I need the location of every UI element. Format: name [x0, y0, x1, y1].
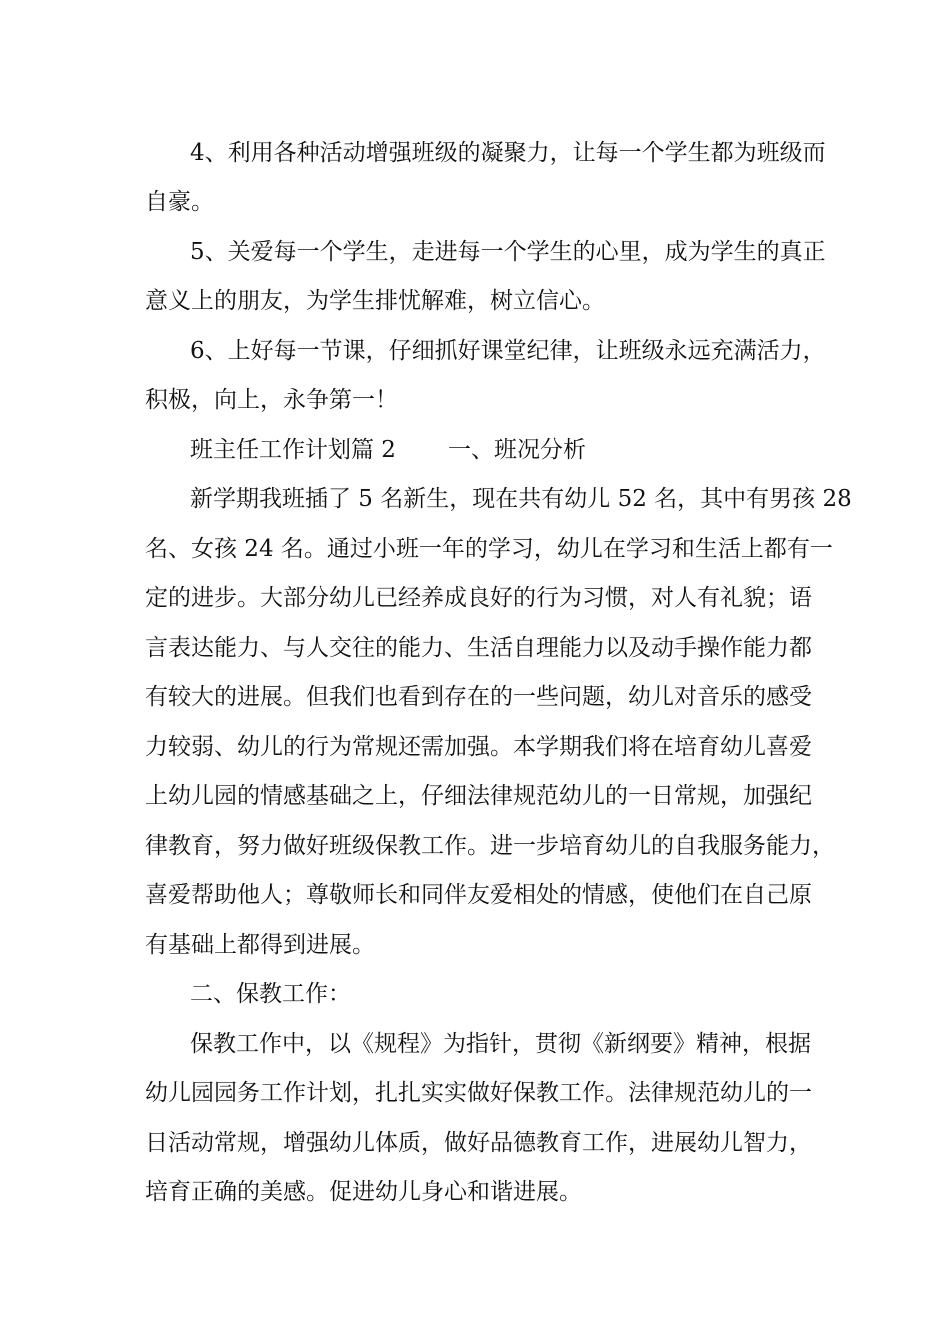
paragraph-item-6-line-2: 积极，向上，永争第一！ — [145, 387, 398, 413]
section-title-line — [190, 435, 586, 465]
paragraph-item-5-line-2: 意义上的朋友，为学生排忧解难，树立信心。 — [145, 288, 605, 314]
class-analysis-line-8: 律教育，努力做好班级保教工作。进一步培育幼儿的自我服务能力， — [145, 833, 835, 859]
class-analysis-line-10: 有基础上都得到进展。 — [145, 932, 375, 958]
paragraph-item-5-line-1: 5、关爱每一个学生，走进每一个学生的心里，成为学生的真正 — [190, 239, 826, 265]
paragraph-item-6-line-1: 6、上好每一节课，仔细抓好课堂纪律，让班级永远充满活力， — [190, 338, 826, 364]
care-education-line-2: 幼儿园园务工作计划，扎扎实实做好保教工作。法律规范幼儿的一 — [145, 1080, 812, 1106]
class-analysis-line-1: 新学期我班插了 5 名新生，现在共有幼儿 52 名，其中有男孩 28 — [190, 486, 852, 512]
class-analysis-line-4: 言表达能力、与人交往的能力、生活自理能力以及动手操作能力都 — [145, 635, 812, 661]
section-heading: 一、班况分析 — [447, 437, 586, 463]
paragraph-item-4-line-1: 4、利用各种活动增强班级的凝聚力，让每一个学生都为班级而 — [190, 140, 826, 166]
class-analysis-line-6: 力较弱、幼儿的行为常规还需加强。本学期我们将在培育幼儿喜爱 — [145, 734, 812, 760]
class-analysis-line-3: 定的进步。大部分幼儿已经养成良好的行为习惯，对人有礼貌；语 — [145, 585, 812, 611]
section-title: 班主任工作计划篇 2 — [190, 437, 396, 463]
class-analysis-line-9: 喜爱帮助他人；尊敬师长和同伴友爱相处的情感，使他们在自己原 — [145, 882, 812, 908]
class-analysis-line-2: 名、女孩 24 名。通过小班一年的学习，幼儿在学习和生活上都有一 — [145, 536, 833, 562]
class-analysis-line-5: 有较大的进展。但我们也看到存在的一些问题，幼儿对音乐的感受 — [145, 684, 812, 710]
care-education-line-4: 培育正确的美感。促进幼儿身心和谐进展。 — [145, 1179, 582, 1205]
care-education-line-1: 保教工作中，以《规程》为指针，贯彻《新纲要》精神，根据 — [190, 1031, 811, 1057]
paragraph-item-4-line-2: 自豪。 — [145, 189, 214, 215]
class-analysis-line-7: 上幼儿园的情感基础之上，仔细法律规范幼儿的一日常规，加强纪 — [145, 783, 812, 809]
care-education-line-3: 日活动常规，增强幼儿体质，做好品德教育工作，进展幼儿智力， — [145, 1130, 812, 1156]
care-education-heading: 二、保教工作： — [190, 981, 351, 1007]
